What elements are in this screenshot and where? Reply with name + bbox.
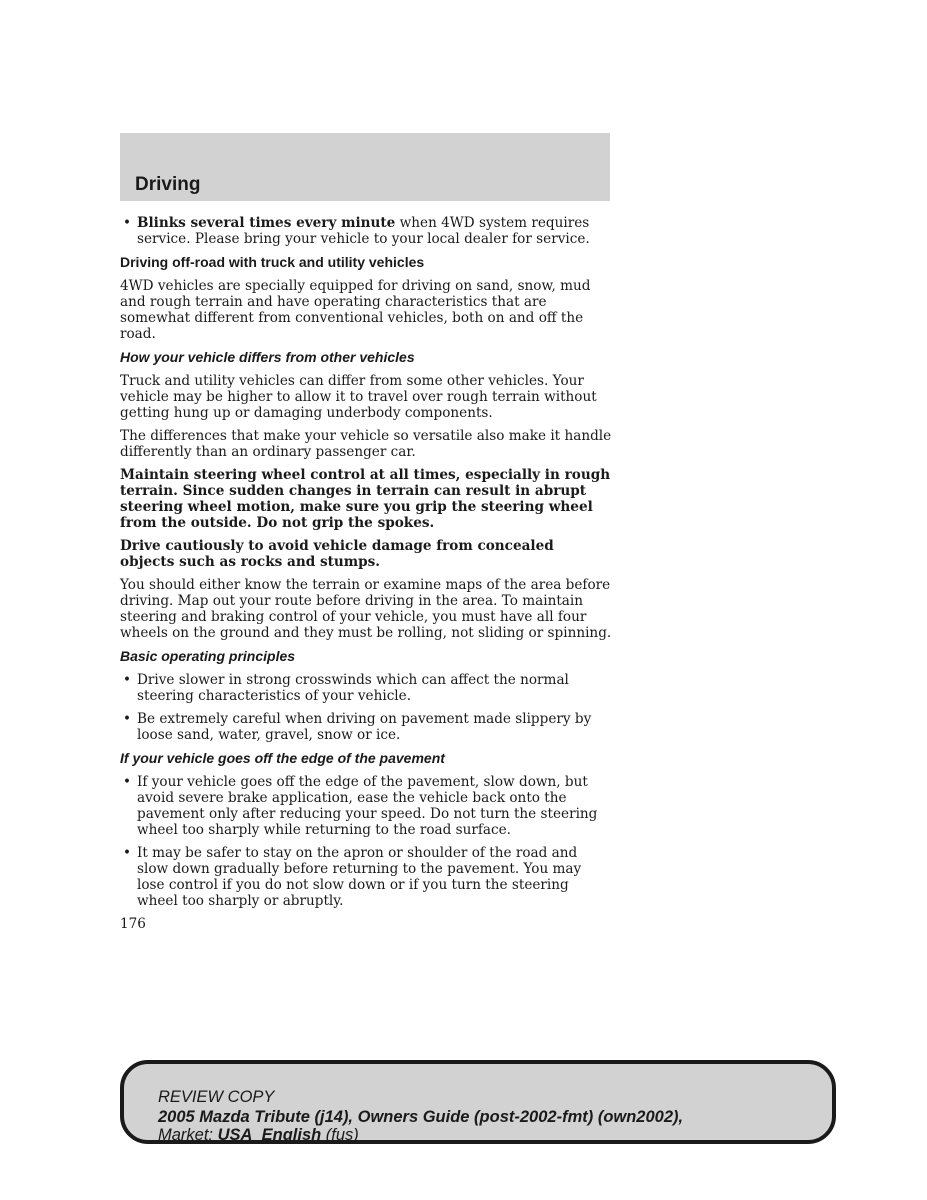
review-footer-text: [158, 1086, 683, 1144]
basic-heading: Basic operating principles: [120, 648, 296, 664]
model-code: (j14),: [309, 1108, 358, 1126]
model-name: 2005 Mazda Tribute: [158, 1108, 310, 1126]
list-item: • Drive slower in strong crosswinds which can affect the normal steering characteristics of your vehicle.: [120, 672, 612, 704]
offroad-paragraph: 4WD vehicles are specially equipped for driving on sand, snow, mud and rough terrain and have operating characteristics that are somewhat different from conventional vehicles, both on and off the road.: [120, 278, 591, 342]
guide-name: Owners Guide (post-2002-fmt): [357, 1108, 594, 1126]
page-content: [120, 215, 612, 939]
document-info: [158, 1108, 683, 1126]
list-item: [120, 215, 612, 247]
basic-list: [120, 672, 612, 743]
guide-code: (own2002),: [593, 1108, 684, 1126]
market-info: [158, 1126, 683, 1144]
bullet-bold-lead: Blinks several times every minute: [137, 215, 396, 231]
pavement-heading: If your vehicle goes off the edge of the pavement: [120, 750, 445, 766]
differs-heading: How your vehicle differs from other vehicles: [120, 349, 415, 365]
review-copy-label: REVIEW COPY: [158, 1088, 275, 1106]
differs-paragraph-2: The differences that make your vehicle so versatile also make it handle differently than an ordinary passenger car.: [120, 428, 612, 460]
steering-warning: Maintain steering wheel control at all times, especially in rough terrain. Since sudden changes in terrain can result in abrupt steering wheel motion, make sure you grip the steering wheel from the outside. Do not grip the spokes.: [120, 467, 611, 531]
caution-warning: Drive cautiously to avoid vehicle damage from concealed objects such as rocks and stumps.: [120, 538, 554, 570]
section-title: Driving: [135, 174, 201, 195]
list-item: • It may be safer to stay on the apron or shoulder of the road and slow down gradually before returning to the pavement. You may lose control if you do not slow down or if you turn the steering wheel too sharply or abruptly.: [120, 845, 612, 909]
pavement-list: [120, 774, 612, 909]
market-name: USA_English: [217, 1126, 322, 1144]
offroad-heading: Driving off-road with truck and utility vehicles: [120, 254, 425, 270]
bullet-text: when 4WD system requires service. Please bring your vehicle to your local dealer for service.: [137, 215, 590, 247]
market-label: Market:: [158, 1126, 218, 1144]
differs-paragraph-3: You should either know the terrain or examine maps of the area before driving. Map out your route before driving in the area. To maintain steering and braking control of your vehicle, you must have all four wheels on the ground and they must be rolling, not sliding or spinning.: [120, 577, 612, 641]
differs-paragraph-1: Truck and utility vehicles can differ from some other vehicles. Your vehicle may be higher to allow it to travel over rough terrain without getting hung up or damaging underbody components.: [120, 373, 597, 421]
page-number: 176: [120, 916, 146, 932]
market-code: (fus): [321, 1126, 359, 1144]
list-item: • Be extremely careful when driving on pavement made slippery by loose sand, water, gravel, snow or ice.: [120, 711, 612, 743]
list-item: • If your vehicle goes off the edge of the pavement, slow down, but avoid severe brake application, ease the vehicle back onto the pavement only after reducing your speed. Do not turn the steering wheel too sharply while returning to the road surface.: [120, 774, 612, 838]
intro-list: [120, 215, 612, 247]
